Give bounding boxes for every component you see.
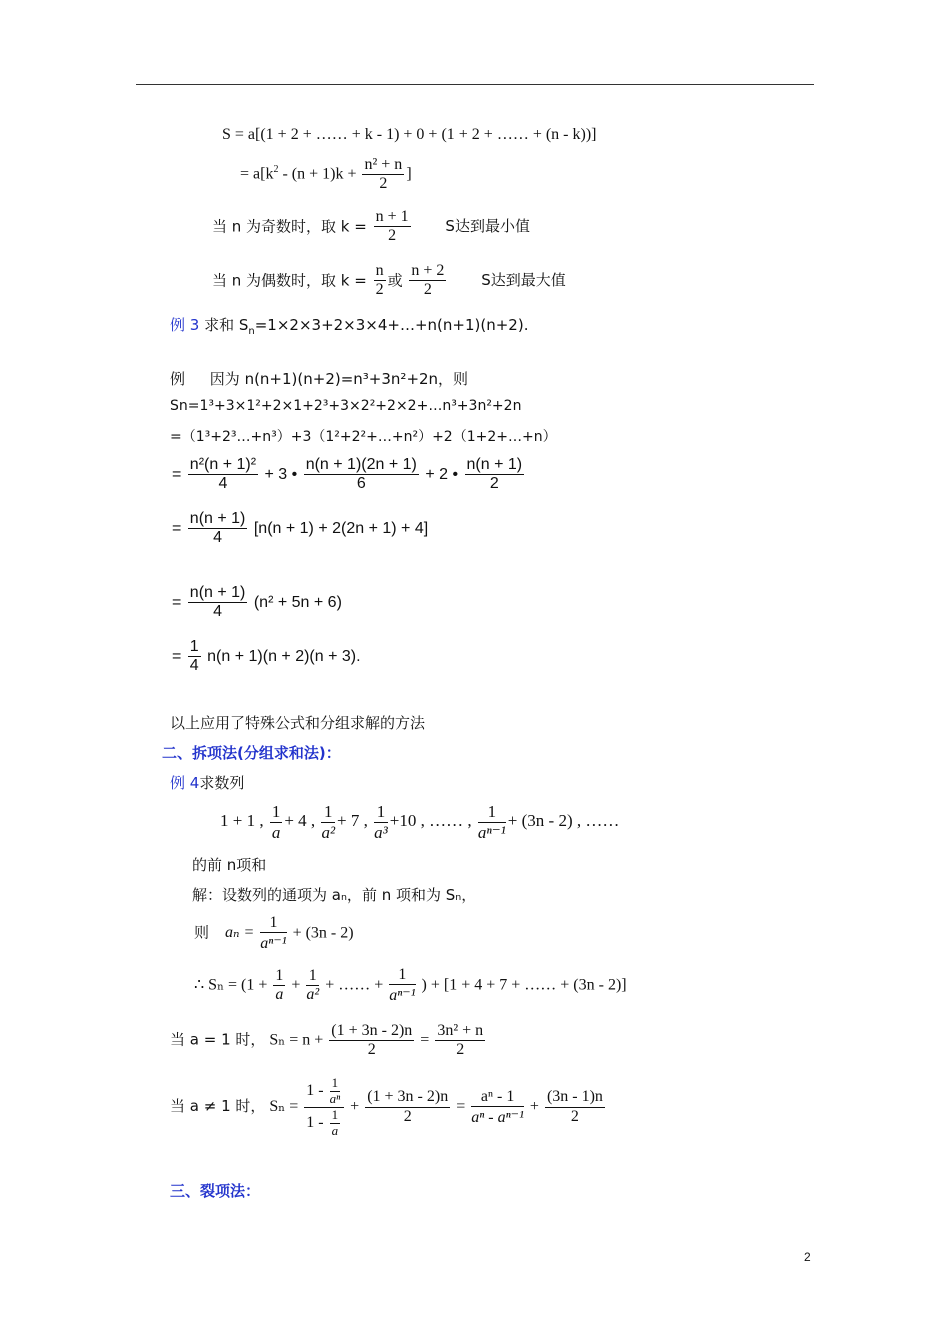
example3-solution-intro: 例 因为 n(n+1)(n+2)=n³+3n²+2n，则 xyxy=(170,370,469,388)
fraction: $\frac{1}{a}$ xyxy=(271,802,281,842)
section2-heading: 二、拆项法(分组求和法)： xyxy=(162,744,341,762)
fraction: $\frac{1}{4}$ xyxy=(189,638,199,675)
step2-line: = $\frac{n(n + 1)}{4}$ [n(n + 1) + 2(2n + 1) + 4] xyxy=(172,510,429,547)
fraction: $\frac{1}{\text{aⁿ⁻¹}}$ xyxy=(260,914,287,953)
example4-statement: 例 4求数列 xyxy=(170,774,245,792)
solution-setup: 解：设数列的通项为 aₙ，前 n 项和为 Sₙ， xyxy=(192,886,477,904)
example3-statement: 例 3 求和 $S_n=1\times 2\times 3+2\times 3\times 4+\dots+n(n+1)(n+2)$. xyxy=(170,316,529,337)
fraction: $\frac{(3n - 1)n}{2}$ xyxy=(546,1088,603,1125)
s-definition-line xyxy=(222,126,597,144)
fraction: $\frac{1}{\text{a²}}$ xyxy=(321,802,336,842)
fraction: $\frac{1}{\text{aⁿ⁻¹}}$ xyxy=(477,802,506,842)
even-case-line: 当 n 为偶数时，取 k = $\frac{n}{2}$ 或 $\frac{n + 2}{2}$ S达到最大值 xyxy=(212,262,566,299)
fraction: $\frac{1}{\text{aⁿ}}$ xyxy=(329,1075,341,1106)
fraction: $\frac{\text{aⁿ - 1}}{\text{aⁿ - aⁿ⁻¹}}$ xyxy=(471,1087,524,1127)
case-a-not-1-line: 当 a ≠ 1 时， Sₙ = 1 - $\frac{1}{\text{aⁿ}}$ 1 - $\frac{1}{a}$ + $\frac{(1 + 3n - 2)n}{2}$ = $\frac{\text{aⁿ - 1}}{\text{aⁿ - aⁿ⁻¹}}$ + $\frac{(3n - 1)n}{2}$ xyxy=(170,1075,603,1138)
summary-text: 以上应用了特殊公式和分组求解的方法 xyxy=(170,714,426,732)
fraction: $\frac{n + 1}{2}$ xyxy=(375,208,409,245)
section3-heading: 三、裂项法： xyxy=(170,1182,261,1200)
page-number: 2 xyxy=(804,1250,811,1264)
fraction: $\frac{n(n + 1)}{4}$ xyxy=(189,510,246,547)
fraction: $\frac{1}{a}$ xyxy=(331,1106,339,1138)
compound-fraction: 1 - $\frac{1}{\text{aⁿ}}$ 1 - $\frac{1}{a}$ xyxy=(304,1076,344,1139)
fraction: $\frac{1}{a}$ xyxy=(275,967,284,1004)
fraction: $\frac{1}{\text{aⁿ⁻¹}}$ xyxy=(389,966,416,1005)
fraction: $\frac{n + 2}{2}$ xyxy=(411,262,445,299)
sequence-line: 1 + 1 , $\frac{1}{a} + 4$ , $\frac{1}{\text{a²}} + 7$ , $\frac{1}{\text{a³}} +10$ , …… , $\frac{1}{\text{aⁿ⁻¹}} + (3n - 2)$ , …… xyxy=(220,802,620,842)
step1-line: = $\frac{\text{n²(n + 1)²}}{4}$ + 3 • $\frac{n(n + 1)(2n + 1)}{6}$ + 2 • $\frac{n(n + 1)}{2}$ xyxy=(172,456,523,493)
general-term-line: 则 aₙ = $\frac{1}{\text{aⁿ⁻¹}} + (3n - 2)$ xyxy=(194,914,354,953)
fraction: $\frac{\text{n² + n}}{2}$ xyxy=(364,156,403,193)
formula-text: - (n + 1)k + xyxy=(278,165,361,183)
fraction: $\frac{(1 + 3n - 2)n}{2}$ xyxy=(367,1088,449,1125)
fraction: $\frac{\text{n²(n + 1)²}}{4}$ xyxy=(189,456,257,493)
fraction: $\frac{1}{\text{a³}}$ xyxy=(374,802,388,842)
formula-text: S = a[(1 + 2 + …… + k - 1) + 0 + (1 + 2 + …… + (n - k))] xyxy=(222,126,597,143)
fraction: $\frac{1}{\text{a²}}$ xyxy=(306,967,320,1004)
fraction: $\frac{\text{3n² + n}}{2}$ xyxy=(437,1022,484,1059)
s-simplified-line: = $a[k^2 - (n + 1)k$ + $\frac{\text{n² + n}}{2}$ ] xyxy=(240,156,412,193)
fraction: $\frac{(1 + 3n - 2)n}{2}$ xyxy=(331,1022,413,1059)
grouped-sum: =（1³+2³…+n³）+3（1²+2²+…+n²）+2（1+2+…+n） xyxy=(170,429,557,445)
sn-expansion: Sn=1³+3×1²+2×1+2³+3×2²+2×2+…n³+3n²+2n xyxy=(170,398,522,414)
formula-text: = a[k xyxy=(240,165,274,183)
example-label: 例 4 xyxy=(170,774,200,792)
fraction: $\frac{n}{2}$ xyxy=(375,262,384,299)
step4-line: = $\frac{1}{4}$ n(n + 1)(n + 2)(n + 3). xyxy=(172,638,361,675)
step3-line: = $\frac{n(n + 1)}{4}$ (n² + 5n + 6) xyxy=(172,584,342,621)
odd-case-line: 当 n 为奇数时，取 k = $\frac{n + 1}{2}$ S达到最小值 xyxy=(212,208,530,245)
header-rule xyxy=(136,84,814,85)
sn-expression-line: ∴ Sₙ = (1 + $\frac{1}{a}$ + $\frac{1}{\text{a²}}$ + …… + $\frac{1}{\text{aⁿ⁻¹}}$ ) + [1 + 4 + 7 + …… + (3n - 2)] xyxy=(194,966,627,1005)
first-n-terms-text: 的前 n项和 xyxy=(192,856,267,874)
example-label: 例 3 xyxy=(170,316,200,334)
fraction: $\frac{n(n + 1)}{2}$ xyxy=(466,456,523,493)
case-a-equals-1-line: 当 a = 1 时， Sₙ = n + $\frac{(1 + 3n - 2)n}{2}$ = $\frac{\text{3n² + n}}{2}$ xyxy=(170,1022,484,1059)
fraction: $\frac{n(n + 1)}{4}$ xyxy=(189,584,246,621)
fraction: $\frac{n(n + 1)(2n + 1)}{6}$ xyxy=(305,456,417,493)
